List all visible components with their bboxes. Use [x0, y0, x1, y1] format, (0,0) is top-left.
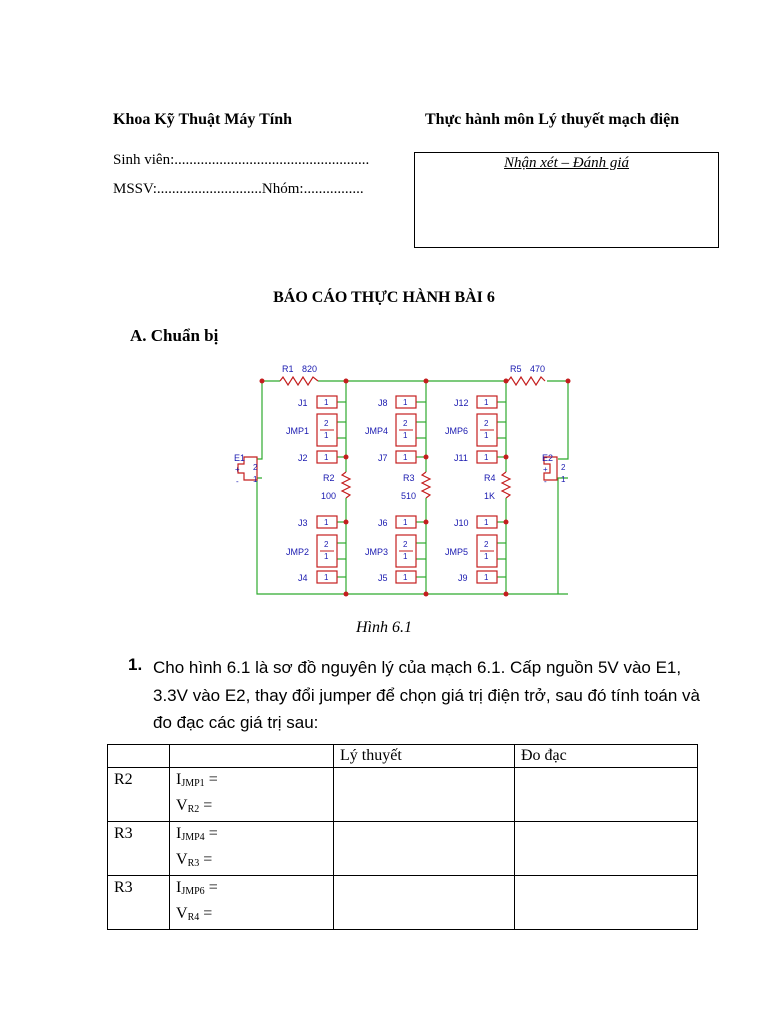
label-r1: R1	[282, 364, 294, 374]
svg-text:2: 2	[484, 419, 489, 428]
question-text: Cho hình 6.1 là sơ đồ nguyên lý của mạch 6.1. Cấp nguồn 5V vào E1, 3.3V vào E2, thay đổi jumper để chọn giá trị điện trở, sau đó tính toán và đo đạc các giá trị sau:	[153, 658, 700, 732]
student-id-field	[113, 181, 364, 198]
measured-cell[interactable]	[515, 768, 698, 822]
svg-text:1: 1	[484, 518, 489, 527]
svg-text:+: +	[235, 465, 240, 474]
question-number: 1.	[128, 655, 143, 674]
theory-cell[interactable]	[334, 768, 515, 822]
label-j6: J6	[378, 518, 388, 528]
label-j2: J2	[298, 453, 308, 463]
label-jmp4: JMP4	[365, 426, 389, 436]
svg-text:1: 1	[324, 518, 329, 527]
current-quantity: $I_{JMP1}$ =	[176, 771, 218, 789]
group-label: Nhóm:	[261, 181, 304, 197]
svg-text:1: 1	[324, 552, 329, 561]
svg-text:1: 1	[403, 518, 408, 527]
label-j8: J8	[378, 398, 388, 408]
row-quantities	[170, 822, 334, 876]
svg-text:1: 1	[403, 453, 408, 462]
results-table	[107, 744, 698, 930]
label-e1: E1	[234, 453, 246, 463]
review-box	[414, 152, 719, 248]
label-j10: J10	[454, 518, 469, 528]
resistor-r1	[280, 377, 318, 385]
svg-text:2: 2	[403, 419, 408, 428]
label-r2-value: 100	[321, 491, 337, 501]
svg-text:1: 1	[484, 431, 489, 440]
voltage-quantity: $V_{R2}$ =	[176, 797, 213, 815]
row-quantities	[170, 768, 334, 822]
label-r5: R5	[510, 364, 522, 374]
label-r3-value: 510	[401, 491, 417, 501]
label-jmp5: JMP5	[445, 547, 469, 557]
svg-text:1: 1	[253, 475, 258, 484]
svg-text:1: 1	[403, 431, 408, 440]
row-quantities	[170, 876, 334, 930]
student-name-field	[113, 152, 369, 169]
svg-text:2: 2	[324, 540, 329, 549]
measured-cell[interactable]	[515, 822, 698, 876]
label-r1-value: 820	[302, 364, 318, 374]
svg-text:2: 2	[324, 419, 329, 428]
label-j7: J7	[378, 453, 388, 463]
label-r3: R3	[403, 473, 415, 483]
svg-text:1: 1	[561, 475, 566, 484]
svg-text:1: 1	[324, 573, 329, 582]
measured-cell[interactable]	[515, 876, 698, 930]
header-measured: Đo đạc	[515, 745, 698, 768]
resistor-r4	[502, 472, 510, 498]
header-cell	[170, 745, 334, 768]
figure-caption: Hình 6.1	[356, 619, 412, 636]
section-heading: A. Chuẩn bị	[130, 326, 219, 345]
faculty-name: Khoa Kỹ Thuật Máy Tính	[113, 111, 293, 128]
svg-text:1: 1	[484, 398, 489, 407]
svg-text:1: 1	[403, 573, 408, 582]
theory-cell[interactable]	[334, 822, 515, 876]
svg-text:-: -	[544, 477, 547, 486]
resistor-r3	[422, 472, 430, 498]
svg-text:-: -	[236, 477, 239, 486]
label-jmp1: JMP1	[286, 426, 310, 436]
resistor-r5	[508, 377, 545, 385]
circuit-schematic	[220, 360, 580, 605]
table-row	[108, 822, 698, 876]
svg-text:2: 2	[253, 463, 258, 472]
label-r4-value: 1K	[484, 491, 496, 501]
svg-text:1: 1	[484, 573, 489, 582]
label-j9: J9	[458, 573, 468, 583]
svg-text:1: 1	[324, 431, 329, 440]
student-name-dots: ....................................................	[174, 152, 370, 168]
svg-text:1: 1	[324, 453, 329, 462]
svg-text:1: 1	[484, 552, 489, 561]
student-id-dots: ............................	[156, 181, 262, 197]
label-j12: J12	[454, 398, 469, 408]
label-r2: R2	[323, 473, 335, 483]
svg-text:+: +	[543, 465, 548, 474]
header-theory: Lý thuyết	[334, 745, 515, 768]
svg-text:2: 2	[484, 540, 489, 549]
voltage-quantity: $V_{R4}$ =	[176, 905, 213, 923]
table-row	[108, 876, 698, 930]
student-name-label: Sinh viên:	[113, 152, 175, 168]
label-j1: J1	[298, 398, 308, 408]
component-labels	[234, 364, 553, 583]
current-quantity: $I_{JMP6}$ =	[176, 879, 218, 897]
current-quantity: $I_{JMP4}$ =	[176, 825, 218, 843]
label-r4: R4	[484, 473, 496, 483]
label-j11: J11	[454, 453, 468, 463]
label-j5: J5	[378, 573, 388, 583]
student-id-label: MSSV:	[113, 181, 157, 197]
course-name: Thực hành môn Lý thuyết mạch điện	[425, 111, 680, 128]
theory-cell[interactable]	[334, 876, 515, 930]
label-jmp3: JMP3	[365, 547, 389, 557]
row-label: R2	[108, 768, 170, 822]
svg-text:1: 1	[403, 552, 408, 561]
label-j3: J3	[298, 518, 308, 528]
row-label: R3	[108, 822, 170, 876]
table-row	[108, 768, 698, 822]
table-header-row	[108, 745, 698, 768]
label-jmp2: JMP2	[286, 547, 310, 557]
voltage-quantity: $V_{R3}$ =	[176, 851, 213, 869]
label-e2: E2	[542, 453, 554, 463]
svg-text:1: 1	[324, 398, 329, 407]
label-jmp6: JMP6	[445, 426, 469, 436]
resistor-r2	[342, 472, 350, 498]
row-label: R3	[108, 876, 170, 930]
svg-text:2: 2	[561, 463, 566, 472]
group-dots: ................	[303, 181, 364, 197]
svg-text:2: 2	[403, 540, 408, 549]
svg-text:1: 1	[484, 453, 489, 462]
svg-text:1: 1	[403, 398, 408, 407]
label-r5-value: 470	[530, 364, 546, 374]
review-title: Nhận xét – Đánh giá	[504, 155, 629, 171]
report-title: BÁO CÁO THỰC HÀNH BÀI 6	[273, 289, 495, 306]
header-cell	[108, 745, 170, 768]
label-j4: J4	[298, 573, 308, 583]
